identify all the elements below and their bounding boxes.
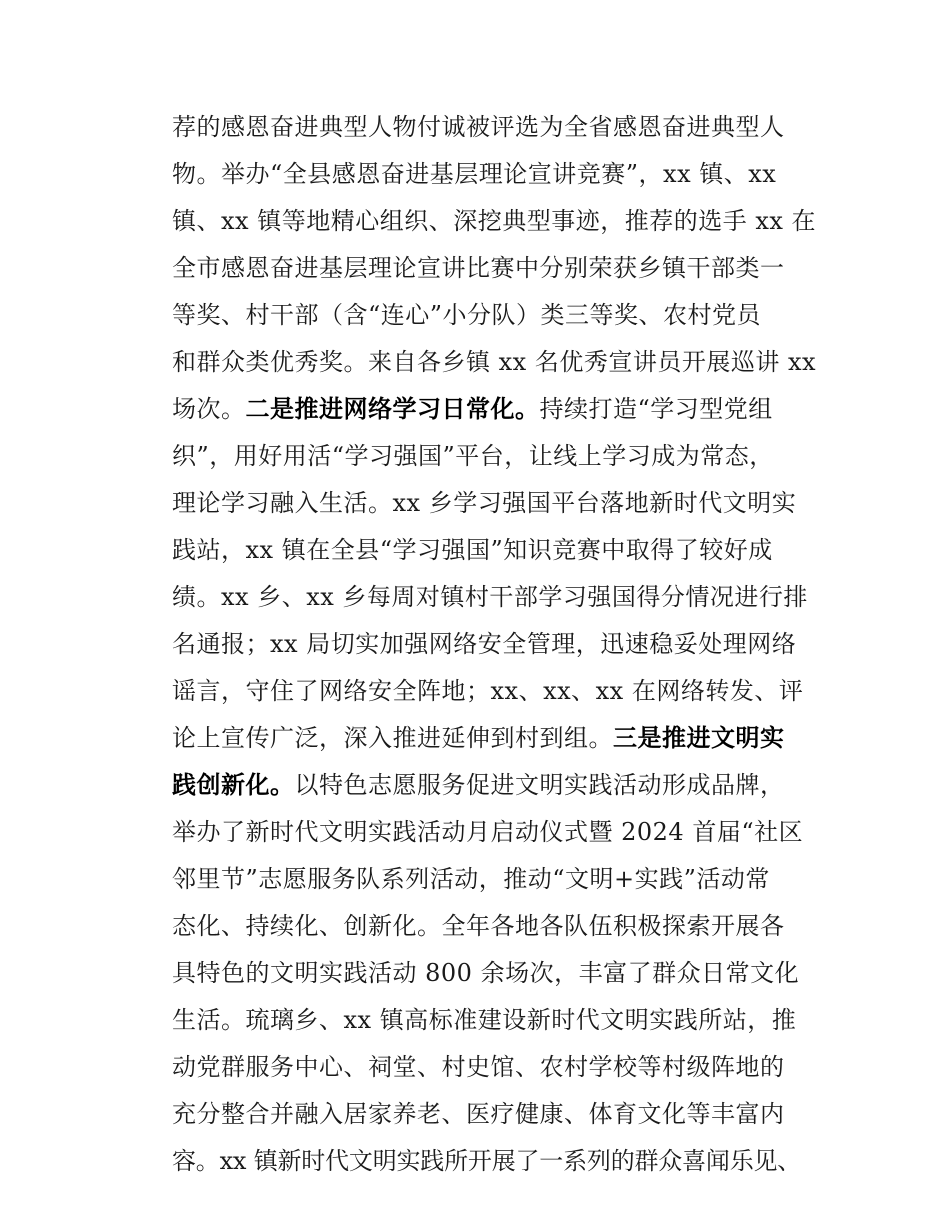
text-segment: 和群众类优秀奖。来自各乡镇 xx 名优秀宣讲员开展巡讲 xx — [172, 348, 817, 376]
text-segment: 践站，xx 镇在全县“学习强国”知识竞赛中取得了较好成 — [172, 536, 773, 564]
text-segment: 论上宣传广泛，深入推进延伸到村到组。 — [172, 724, 613, 752]
text-line — [172, 1044, 812, 1091]
text-line — [172, 903, 812, 950]
text-line — [172, 668, 812, 715]
text-segment: 容。xx 镇新时代文明实践所开展了一系列的群众喜闻乐见、 — [172, 1147, 802, 1175]
text-segment: 荐的感恩奋进典型人物付诚被评选为全省感恩奋进典型人 — [172, 113, 785, 141]
text-segment: 邻里节”志愿服务队系列活动，推动“文明+实践”活动常 — [172, 865, 770, 893]
text-line — [172, 950, 812, 997]
text-line — [172, 856, 812, 903]
text-segment: 织”，用好用活“学习强国”平台，让线上学习成为常态， — [172, 442, 774, 470]
text-line — [172, 997, 812, 1044]
text-line — [172, 104, 812, 151]
text-segment: 动党群服务中心、祠堂、村史馆、农村学校等村级阵地的 — [172, 1053, 785, 1081]
text-line — [172, 809, 812, 856]
section-heading-3-cont: 践创新化。 — [172, 771, 295, 799]
text-line — [172, 527, 812, 574]
text-segment: 镇、xx 镇等地精心组织、深挖典型事迹，推荐的选手 xx 在 — [172, 207, 817, 235]
text-line — [172, 433, 812, 480]
text-segment: 以特色志愿服务促进文明实践活动形成品牌， — [294, 771, 785, 799]
section-heading-3: 三是推进文明实 — [613, 724, 785, 752]
text-line — [172, 245, 812, 292]
text-line — [172, 1091, 812, 1138]
text-segment: 名通报；xx 局切实加强网络安全管理，迅速稳妥处理网络 — [172, 630, 797, 658]
section-heading-2: 二是推进网络学习日常化。 — [245, 395, 540, 423]
text-segment: 充分整合并融入居家养老、医疗健康、体育文化等丰富内 — [172, 1100, 785, 1128]
text-line — [172, 292, 812, 339]
text-line — [172, 480, 812, 527]
text-line — [172, 198, 817, 245]
text-segment: 场次。 — [172, 395, 246, 423]
text-segment: 全市感恩奋进基层理论宣讲比赛中分别荣获乡镇干部类一 — [172, 254, 785, 282]
text-segment: 物。举办“全县感恩奋进基层理论宣讲竞赛”，xx 镇、xx — [172, 160, 777, 188]
text-segment: 理论学习融入生活。xx 乡学习强国平台落地新时代文明实 — [172, 489, 797, 517]
text-line — [172, 339, 817, 386]
text-line — [172, 762, 812, 809]
text-segment: 等奖、村干部（含“连心”小分队）类三等奖、农村党员 — [172, 301, 762, 329]
text-segment: 持续打造“学习型党组 — [539, 395, 773, 423]
text-segment: 绩。xx 乡、xx 乡每周对镇村干部学习强国得分情况进行排 — [172, 583, 808, 611]
text-segment: 态化、持续化、创新化。全年各地各队伍积极探索开展各 — [172, 912, 785, 940]
text-line — [172, 715, 812, 762]
text-segment: 谣言，守住了网络安全阵地；xx、xx、xx 在网络转发、评 — [172, 677, 804, 705]
text-segment: 举办了新时代文明实践活动月启动仪式暨 2024 首届“社区 — [172, 818, 804, 846]
body-paragraph — [172, 104, 817, 1185]
text-segment: 具特色的文明实践活动 800 余场次，丰富了群众日常文化 — [172, 959, 800, 987]
text-segment: 生活。琉璃乡、xx 镇高标准建设新时代文明实践所站，推 — [172, 1006, 797, 1034]
text-line — [172, 1138, 812, 1185]
text-line — [172, 151, 812, 198]
text-line — [172, 574, 812, 621]
text-line — [172, 386, 812, 433]
text-line — [172, 621, 812, 668]
